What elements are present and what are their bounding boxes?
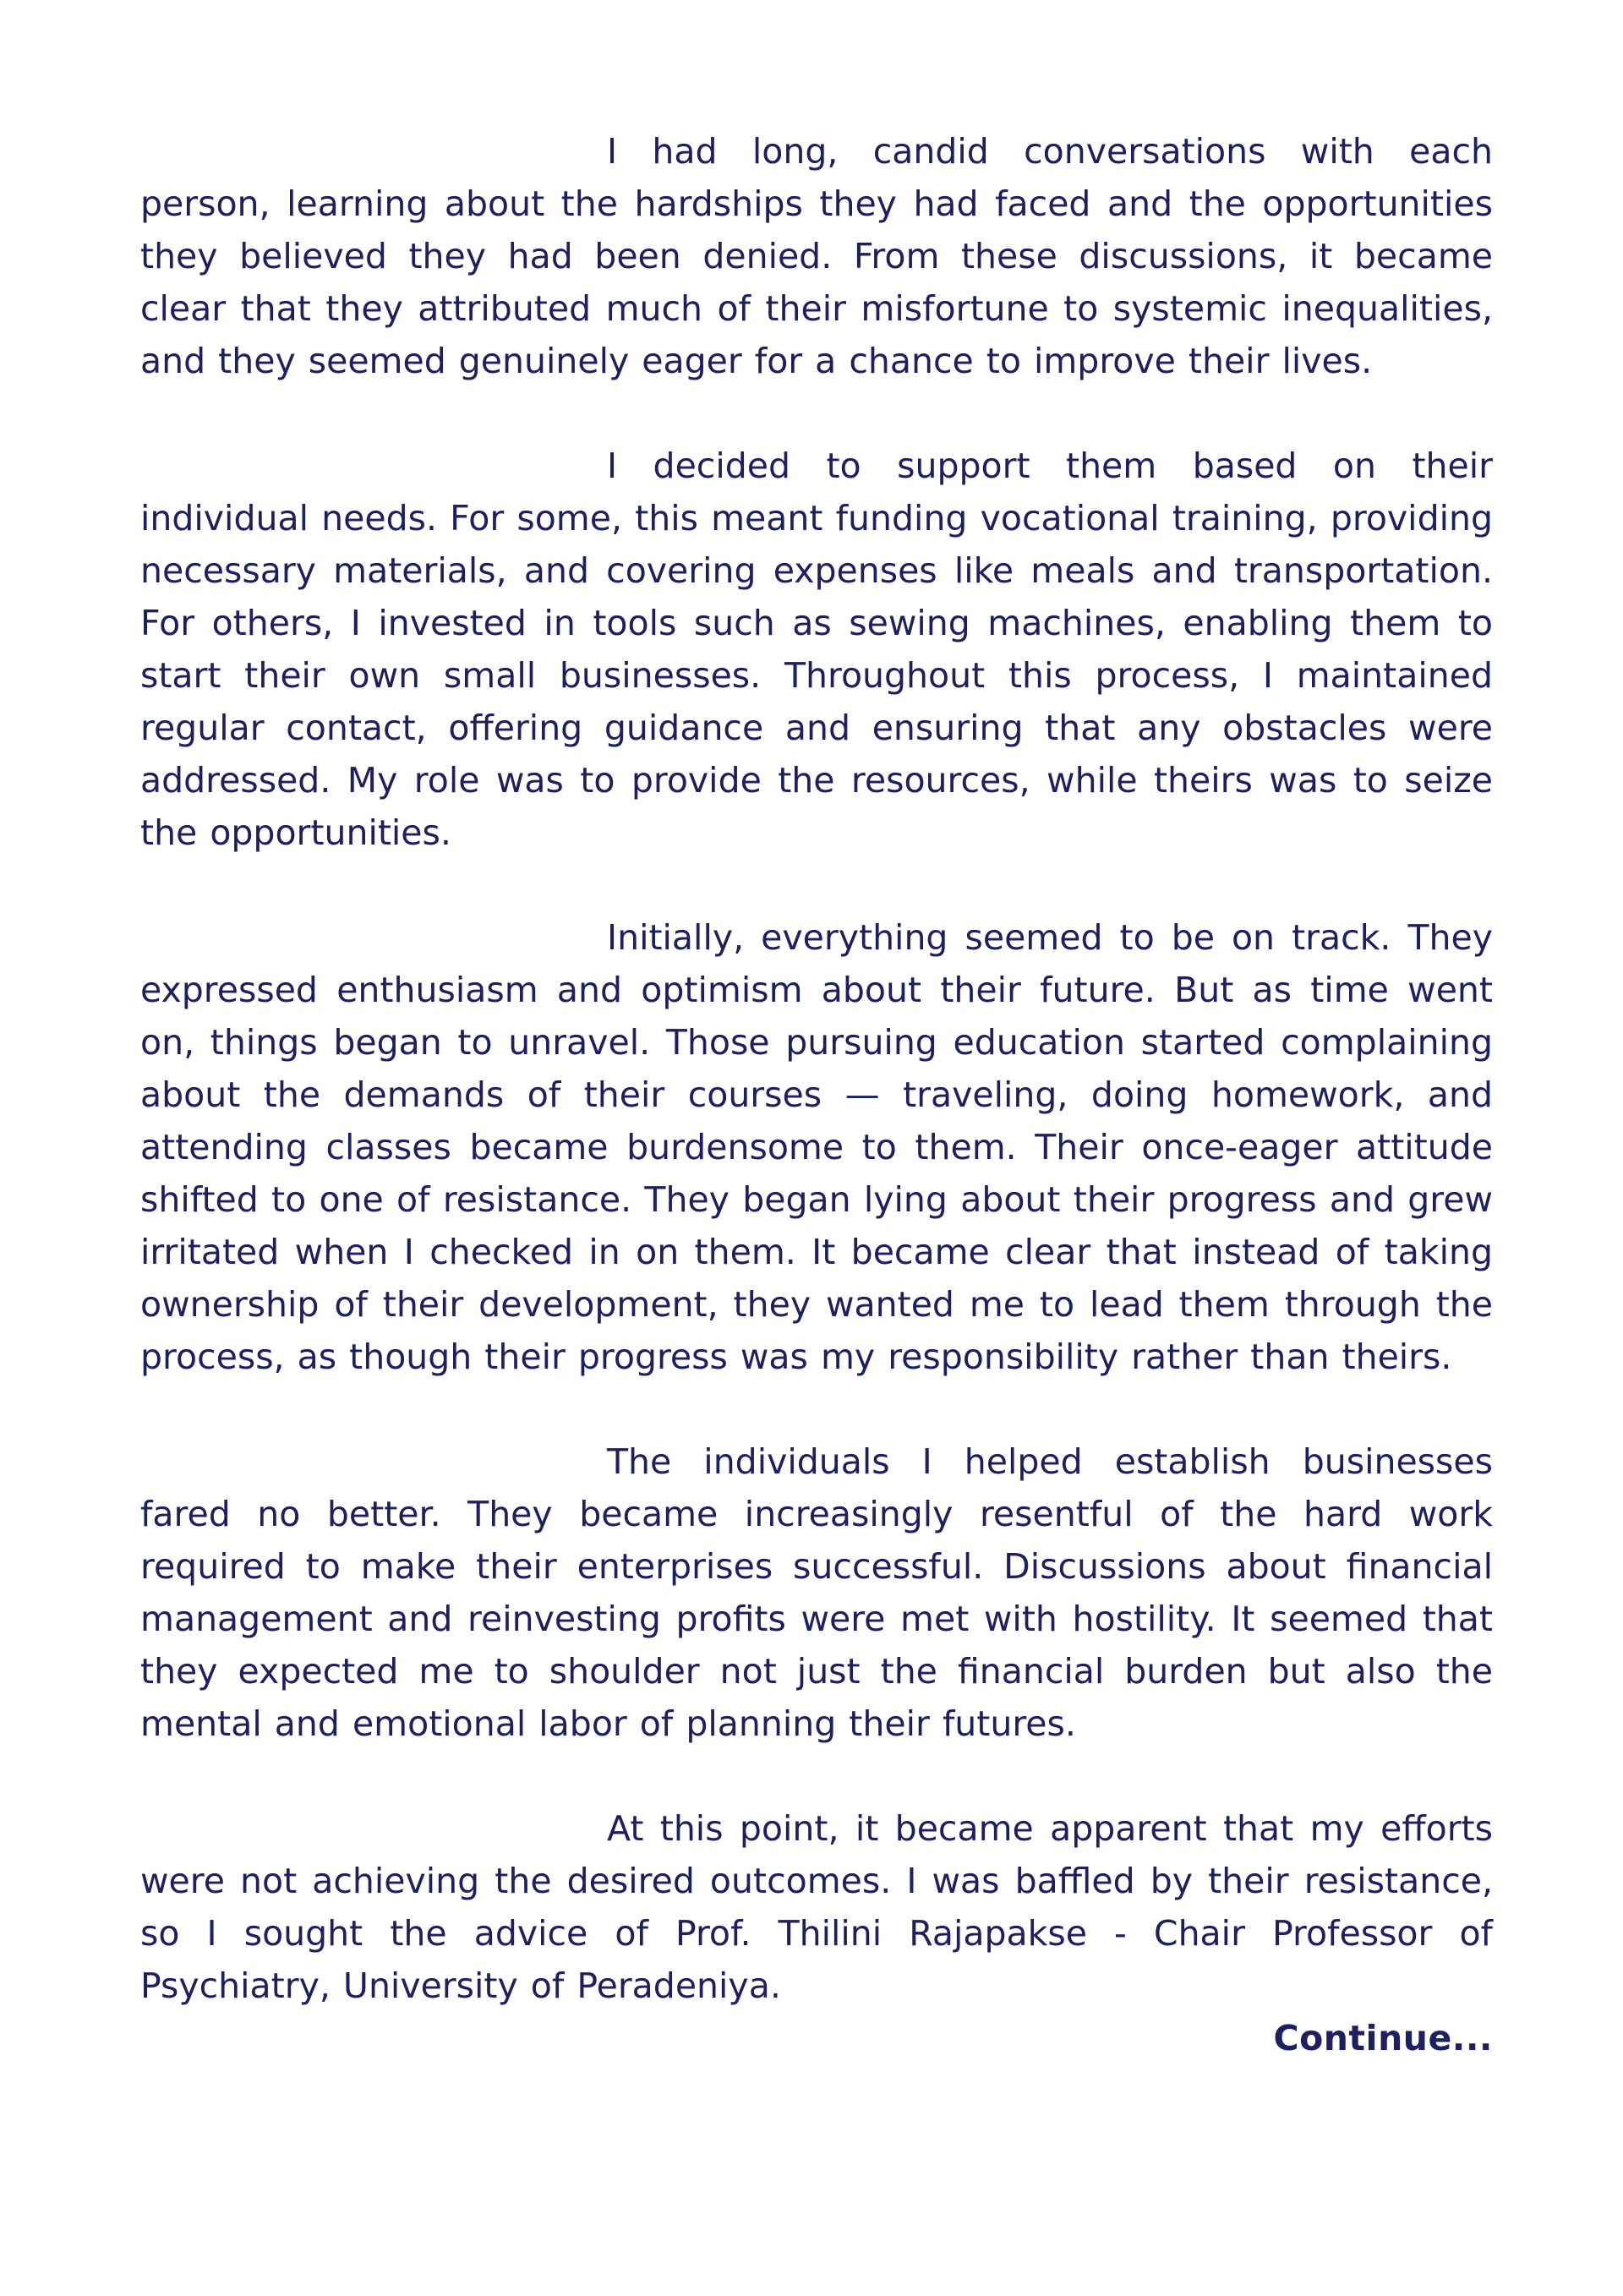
continue-label: Continue...: [1273, 2018, 1493, 2058]
paragraph-businesses: The individuals I helped establish businesses fared no better. They became increasingly resentful of the hard work required to make their enterprises successful. Discussions about financial management and reinvesting profits were met with hostility. It seemed that they expected me to shoulder not just the financial burden but also the mental and emotional labor of planning their futures.: [140, 1441, 1493, 1744]
paragraph-advice: At this point, it became apparent that my efforts were not achieving the desired outcomes. I was baffled by their resistance, so I sought the advice of Prof. Thilini Rajapakse - Chair Professor of Psychiatry, University of Peradeniya.: [140, 1808, 1493, 2006]
paragraph-initially: Initially, everything seemed to be on track. They expressed enthusiasm and optimism about their future. But as time went on, things began to unravel. Those pursuing education started complaining about the demands of their courses — traveling, doing homework, and attending classes became burdensome to them. Their once-eager attitude shifted to one of resistance. They began lying about their progress and grew irritated when I checked in on them. It became clear that instead of taking ownership of their development, they wanted me to lead them through the process, as though their progress was my responsibility rather than theirs.: [140, 917, 1493, 1377]
paragraph-conversations: I had long, candid conversations with each person, learning about the hardships they had faced and the opportunities they believed they had been denied. From these discussions, it became clear that they attributed much of their misfortune to systemic inequalities, and they seemed genuinely eager for a chance to improve their lives.: [140, 131, 1493, 381]
document-page: [140, 125, 1493, 2064]
paragraph-support: I decided to support them based on their individual needs. For some, this meant funding vocational training, providing necessary materials, and covering expenses like meals and transportation. For others, I invested in tools such as sewing machines, enabling them to start their own small businesses. Throughout this process, I maintained regular contact, offering guidance and ensuring that any obstacles were addressed. My role was to provide the resources, while theirs was to seize the opportunities.: [140, 446, 1493, 853]
